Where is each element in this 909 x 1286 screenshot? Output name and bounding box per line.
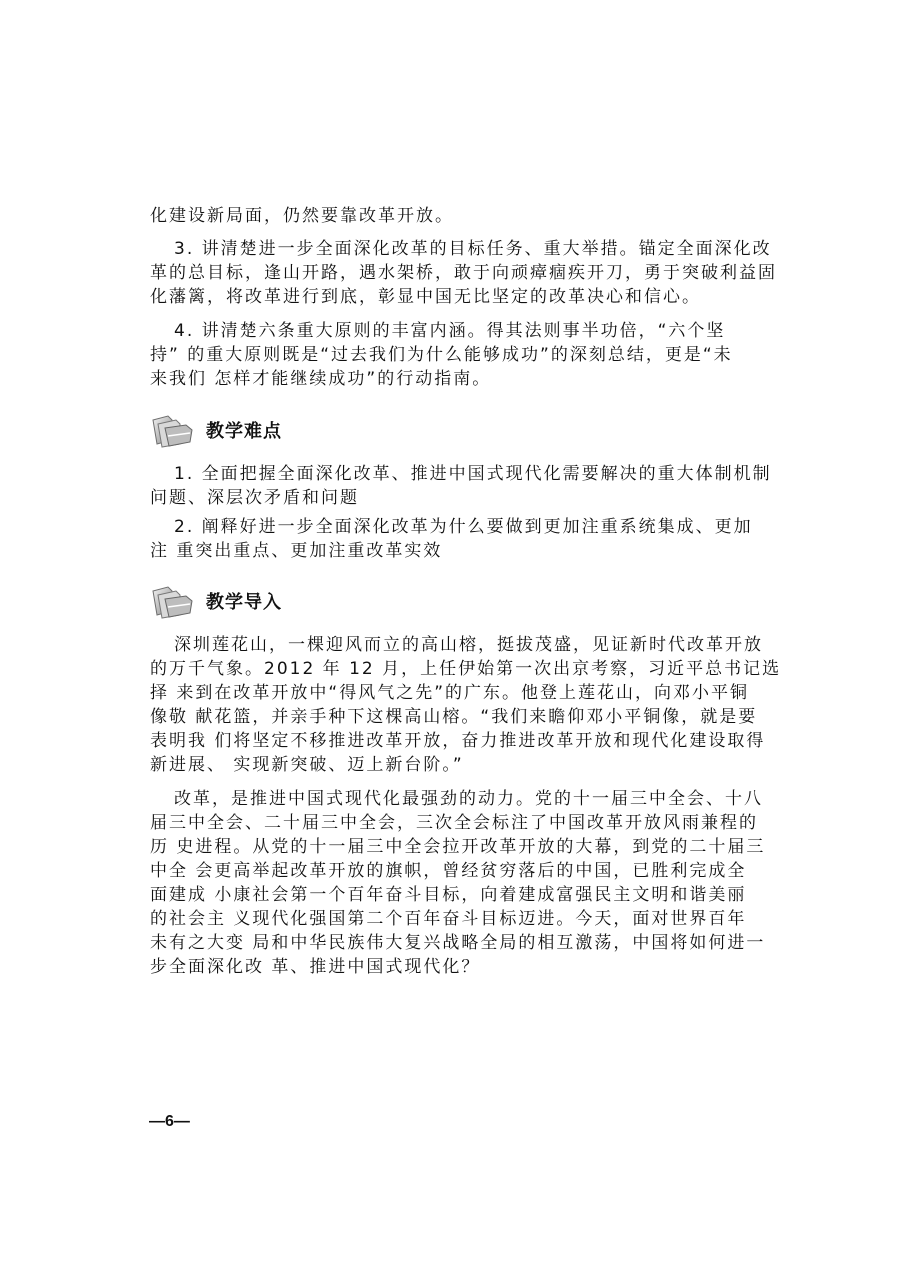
body-line: 问题、深层次矛盾和问题	[150, 488, 359, 508]
body-line: 深圳莲花山，一棵迎风而立的高山榕，挺拔茂盛，见证新时代改革开放	[174, 635, 763, 655]
body-line: 持” 的重大原则既是“过去我们为什么能够成功”的深刻总结，更是“未	[150, 345, 733, 365]
page-number: —6—	[149, 1113, 190, 1130]
body-line: 来我们 怎样才能继续成功”的行动指南。	[150, 369, 492, 389]
body-line: 的社会主 义现代化强国第二个百年奋斗目标迈进。今天，面对世界百年	[150, 909, 747, 929]
body-line: 的万千气象。2012 年 12 月，上任伊始第一次出京考察，习近平总书记选	[150, 659, 782, 679]
section-title: 教学导入	[206, 592, 282, 613]
body-line: 化藩篱，将改革进行到底，彰显中国无比坚定的改革决心和信心。	[150, 287, 701, 307]
body-line: 面建成 小康社会第一个百年奋斗目标，向着建成富强民主文明和谐美丽	[150, 885, 747, 905]
body-line: 历 史进程。从党的十一届三中全会拉开改革开放的大幕，到党的二十届三	[150, 837, 766, 857]
body-line: 未有之大变 局和中华民族伟大复兴战略全局的相互激荡，中国将如何进一	[150, 933, 766, 953]
body-line: 革的总目标，逢山开路，遇水架桥，敢于向顽瘴痼疾开刀，勇于突破利益固	[150, 263, 777, 283]
folder-stack-icon	[150, 414, 196, 448]
body-line: 表明我 们将坚定不移推进改革开放，奋力推进改革开放和现代化建设取得	[150, 731, 766, 751]
body-line: 中全 会更高举起改革开放的旗帜，曾经贫穷落后的中国，已胜利完成全	[150, 861, 747, 881]
body-line: 新进展、 实现新突破、迈上新台阶。”	[150, 755, 464, 775]
body-line: 注 重突出重点、更加注重改革实效	[150, 541, 443, 561]
section-title: 教学难点	[206, 421, 282, 442]
body-line: 步全面深化改 革、推进中国式现代化？	[150, 957, 481, 977]
section-heading-difficulty	[150, 414, 450, 450]
body-line: 3. 讲清楚进一步全面深化改革的目标任务、重大举措。锚定全面深化改	[174, 239, 772, 259]
body-line: 4. 讲清楚六条重大原则的丰富内涵。得其法则事半功倍，“六个坚	[174, 321, 726, 341]
body-line: 1. 全面把握全面深化改革、推进中国式现代化需要解决的重大体制机制	[174, 464, 772, 484]
body-line: 像敬 献花篮，并亲手种下这棵高山榕。“我们来瞻仰邓小平铜像，就是要	[150, 707, 758, 727]
body-line: 择 来到在改革开放中“得风气之先”的广东。他登上莲花山，向邓小平铜	[150, 683, 750, 703]
section-heading-intro	[150, 585, 450, 621]
folder-stack-icon	[150, 585, 196, 619]
body-line: 改革，是推进中国式现代化最强劲的动力。党的十一届三中全会、十八	[174, 789, 763, 809]
body-line: 届三中全会、二十届三中全会，三次全会标注了中国改革开放风雨兼程的	[150, 813, 758, 833]
body-line: 2. 阐释好进一步全面深化改革为什么要做到更加注重系统集成、更加	[174, 517, 753, 537]
body-line: 化建设新局面，仍然要靠改革开放。	[150, 206, 454, 226]
